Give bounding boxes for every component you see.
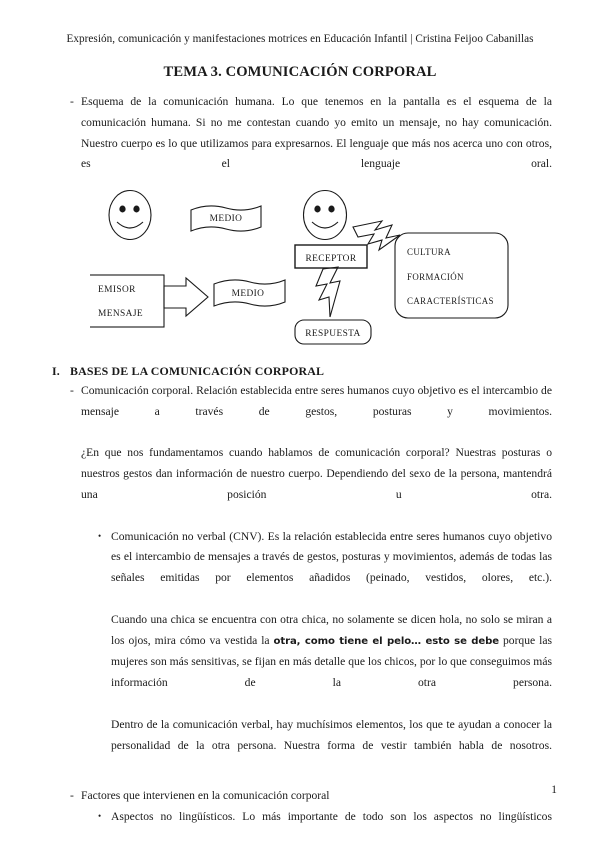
paragraph-ejemplo-part2: porque las mujeres son más sensitivas, se fijan en más detalle que los chicos, por lo que conseguimos más información de la otra persona. [111, 633, 552, 690]
medio-bottom-label: MEDIO [231, 289, 265, 299]
bullet-aspectos-no-linguisticos [48, 807, 552, 849]
paragraph-fundamentos: ¿En que nos fundamentamos cuando hablamos de comunicación corporal? Nuestras posturas o nuestros gestos dan información de nuestro cuerpo. Dependiendo del sexo de la persona, mantendrá una posición u otra. [81, 446, 552, 501]
factores-text: Factores que intervienen en la comunicación corporal [81, 789, 330, 803]
bullet-comunicacion-no-verbal [48, 527, 552, 610]
paragraph-ejemplo-chica [48, 610, 552, 715]
paragraph-ejemplo-part1: Cuando una chica se encuentra con otra chica, no solamente se dicen hola, no solo se miran a los ojos, mira cómo va vestida la [111, 612, 552, 647]
emisor-mensaje-box [90, 275, 164, 327]
section-block [48, 361, 552, 849]
respuesta-label: RESPUESTA [305, 329, 361, 339]
section-heading-text: BASES DE LA COMUNICACIÓN CORPORAL [70, 364, 325, 378]
cultura-label: CULTURA [407, 247, 451, 257]
emisor-face-icon [109, 191, 151, 240]
section-item-comunicacion-corporal [48, 381, 552, 443]
section-number: I. [52, 364, 60, 378]
formacion-label: FORMACIÓN [407, 272, 464, 282]
item-text: Comunicación corporal. Relación establecida entre seres humanos cuyo objetivo es el intercambio de mensaje a través de gestos, posturas y movimientos. [81, 384, 552, 418]
communication-diagram [90, 183, 530, 355]
item-dash-marker: - [70, 384, 74, 397]
section-heading [48, 361, 552, 381]
paragraph-ejemplo-highlight: otra, como tiene el pelo… esto se debe [273, 635, 500, 647]
emisor-label: EMISOR [98, 285, 136, 295]
document-header: Expresión, comunicación y manifestaciones motrices en Educación Infantil | Cristina Feijoo Cabanillas [66, 33, 534, 45]
bullet-marker: • [98, 530, 102, 541]
intro-paragraph [48, 92, 552, 196]
caracteristicas-label: CARACTERÍSTICAS [407, 296, 494, 306]
lightning-arrow-respuesta [316, 267, 340, 317]
intro-text: Esquema de la comunicación humana. Lo que tenemos en la pantalla es el esquema de la comunicación humana. Si no me contestan cuando yo emito un mensaje, no hay comunicación. Nuestro cuerpo es lo que utilizamos para expresarnos. El lenguaje que más nos acerca uno con otros, es el lenguaje oral. [81, 95, 552, 171]
mensaje-label: MENSAJE [98, 309, 143, 319]
bullet-marker-aspectos: • [98, 810, 102, 821]
receptor-label: RECEPTOR [305, 254, 357, 264]
page-title: TEMA 3. COMUNICACIÓN CORPORAL [163, 64, 437, 80]
bullet-aspectos-text: Aspectos no lingüísticos. Lo más importante de todo son los aspectos no lingüísticos [111, 809, 552, 823]
document-body [48, 92, 552, 196]
page-number: 1 [551, 784, 557, 796]
paragraph-comunicacion-verbal: Dentro de la comunicación verbal, hay muchísimos elementos, los que te ayudan a conocer la personalidad de la otra persona. Nuestra forma de vestir también habla de nosotros. [111, 717, 552, 752]
bullet-text: Comunicación no verbal (CNV). Es la relación establecida entre seres humanos cuyo objetivo es el intercambio de mensajes a través de gestos, posturas y movimientos, además de todas las señales emitidas por elementos añadidos (peinado, vestidos, olores, etc.). [111, 529, 552, 585]
medio-top-label: MEDIO [209, 214, 243, 224]
factores-dash-marker: - [70, 789, 74, 803]
intro-dash-marker: - [70, 95, 74, 108]
block-arrow-right [164, 278, 208, 316]
receptor-face-icon [304, 191, 347, 240]
